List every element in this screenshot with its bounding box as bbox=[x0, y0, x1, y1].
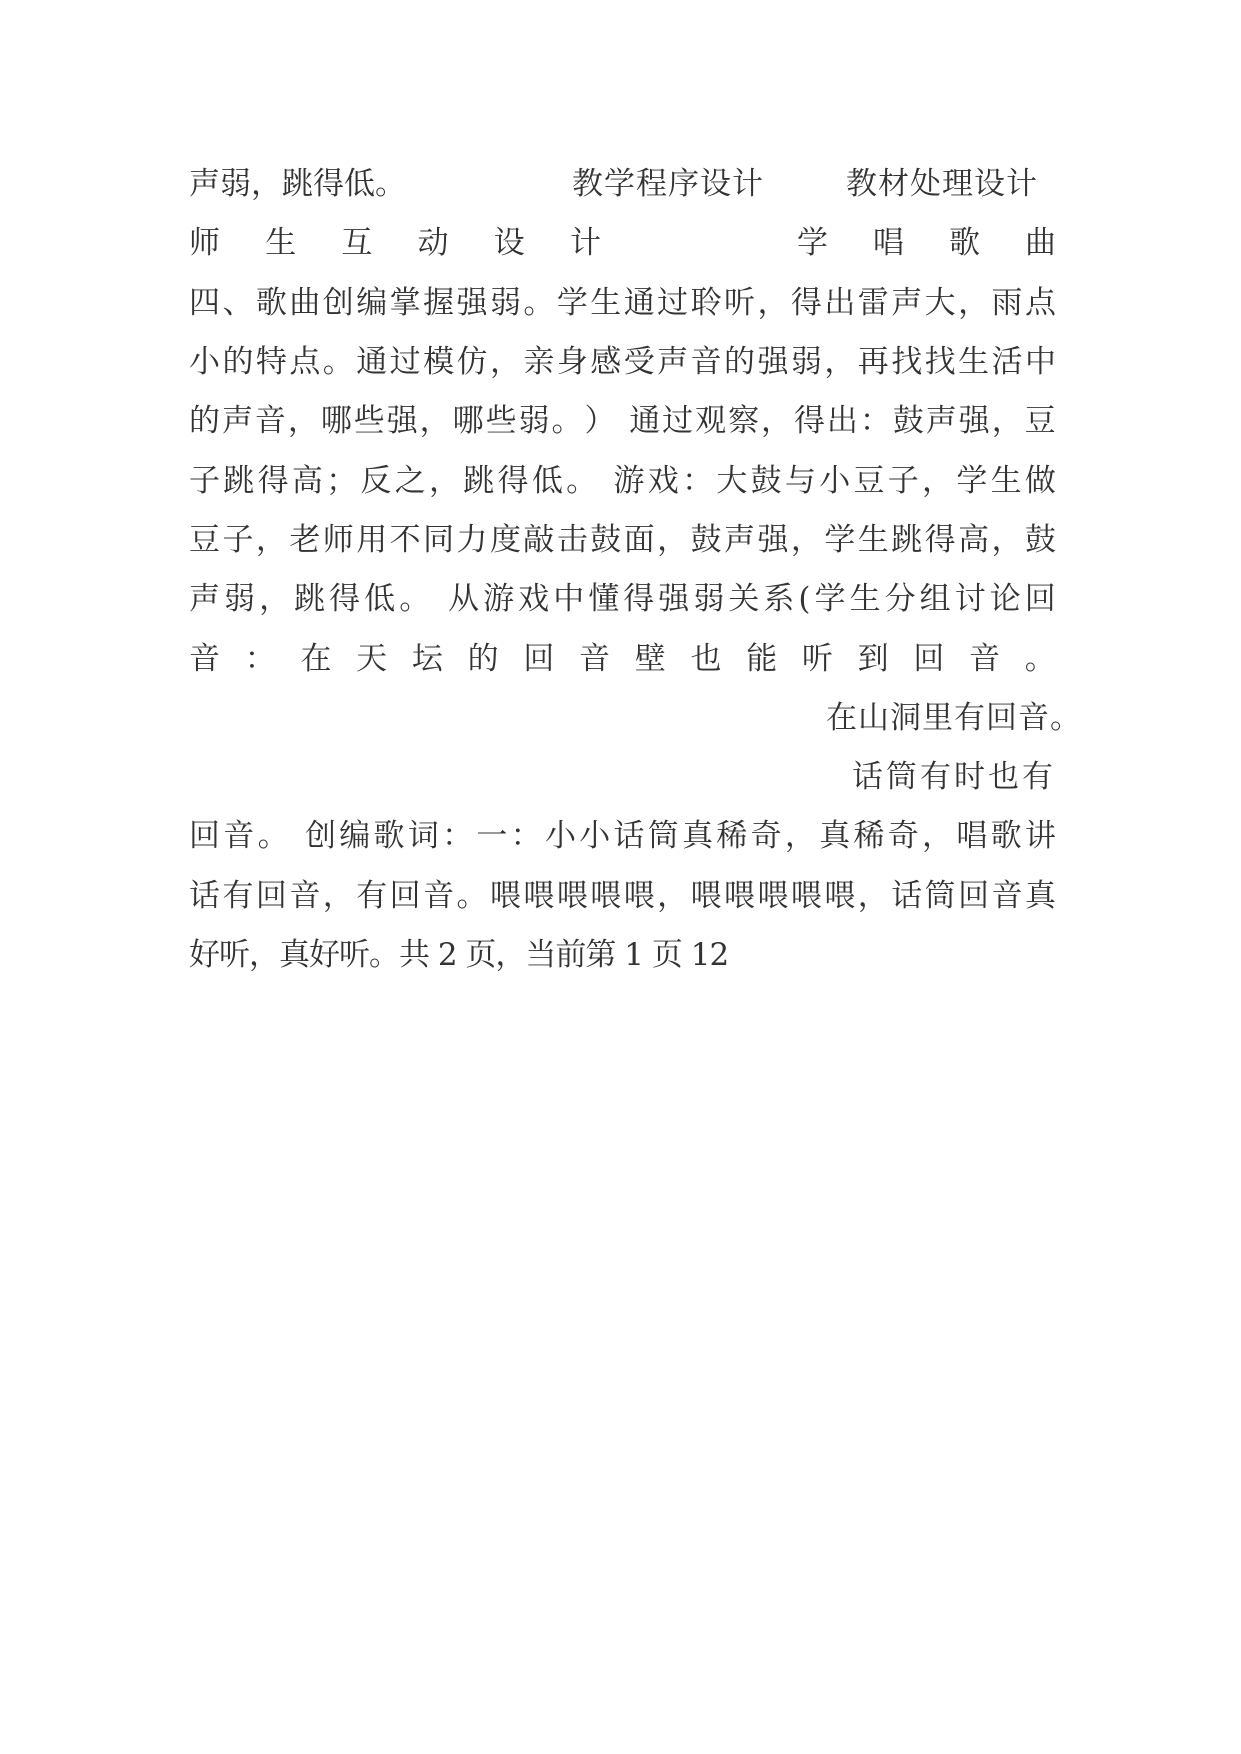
text-line-3: 四 、 歌 曲 创 编 掌 握 强 弱 。 学 生 通 过 聆 听 ， 得 出 雷 声 大 ， 雨 点 bbox=[189, 285, 1056, 321]
text-line-6: 子 跳 得 高 ； 反 之 ， 跳 得 低 。 游 戏 ： 大 鼓 与 小 豆 子 ， 学 生 做 bbox=[189, 463, 1056, 499]
text-line-7: 豆 子 ， 老 师 用 不 同 力 度 敲 击 鼓 面 ， 鼓 声 强 ， 学 生 跳 得 高 ， 鼓 bbox=[189, 522, 1056, 558]
text-line-1 bbox=[189, 162, 1056, 206]
text-line-9: 音 ： 在 天 坛 的 回 音 壁 也 能 听 到 回 音 。 bbox=[189, 641, 1056, 677]
line14-text: 好听，真好听。共 2 页，当前第 1 页 12 bbox=[189, 937, 729, 973]
line2-fragment-b: 学 唱 歌 曲 bbox=[797, 225, 1056, 261]
text-line-13: 话 有 回 音 ， 有 回 音 。 喂 喂 喂 喂 喂 ， 喂 喂 喂 喂 喂 ， 话 筒 回 音 真 bbox=[189, 878, 1056, 914]
text-line-8: 声 弱 ， 跳 得 低 。 从 游 戏 中 懂 得 强 弱 关 系 ( 学 生 分 组 讨 论 回 bbox=[189, 581, 1056, 617]
text-line-4: 小 的 特 点 。 通 过 模 仿 ， 亲 身 感 受 声 音 的 强 弱 ， 再 找 找 生 活 中 bbox=[189, 344, 1056, 380]
line1-fragment-b: 教学程序设计 bbox=[572, 166, 764, 202]
line1-fragment-a: 声弱，跳得低。 bbox=[189, 166, 406, 202]
text-line-12: 回 音 。 创 编 歌 词 ： 一 ： 小 小 话 筒 真 稀 奇 ， 真 稀 奇 ， 唱 歌 讲 bbox=[189, 818, 1056, 854]
line2-fragment-a: 师 生 互 动 设 计 bbox=[189, 225, 601, 261]
line11-text: 话筒有时也有 bbox=[852, 759, 1056, 795]
text-line-11 bbox=[189, 755, 1056, 799]
text-line-10 bbox=[189, 696, 1082, 740]
line10-text: 在山洞里有回音。 bbox=[826, 700, 1082, 736]
text-line-2 bbox=[189, 221, 1056, 265]
line1-fragment-c: 教材处理设计 bbox=[846, 166, 1038, 202]
text-line-14 bbox=[189, 933, 1056, 977]
text-line-5: 的 声 音 ， 哪 些 强 ， 哪 些 弱 。 ） 通 过 观 察 ， 得 出 ： 鼓 声 强 ， 豆 bbox=[189, 403, 1056, 439]
